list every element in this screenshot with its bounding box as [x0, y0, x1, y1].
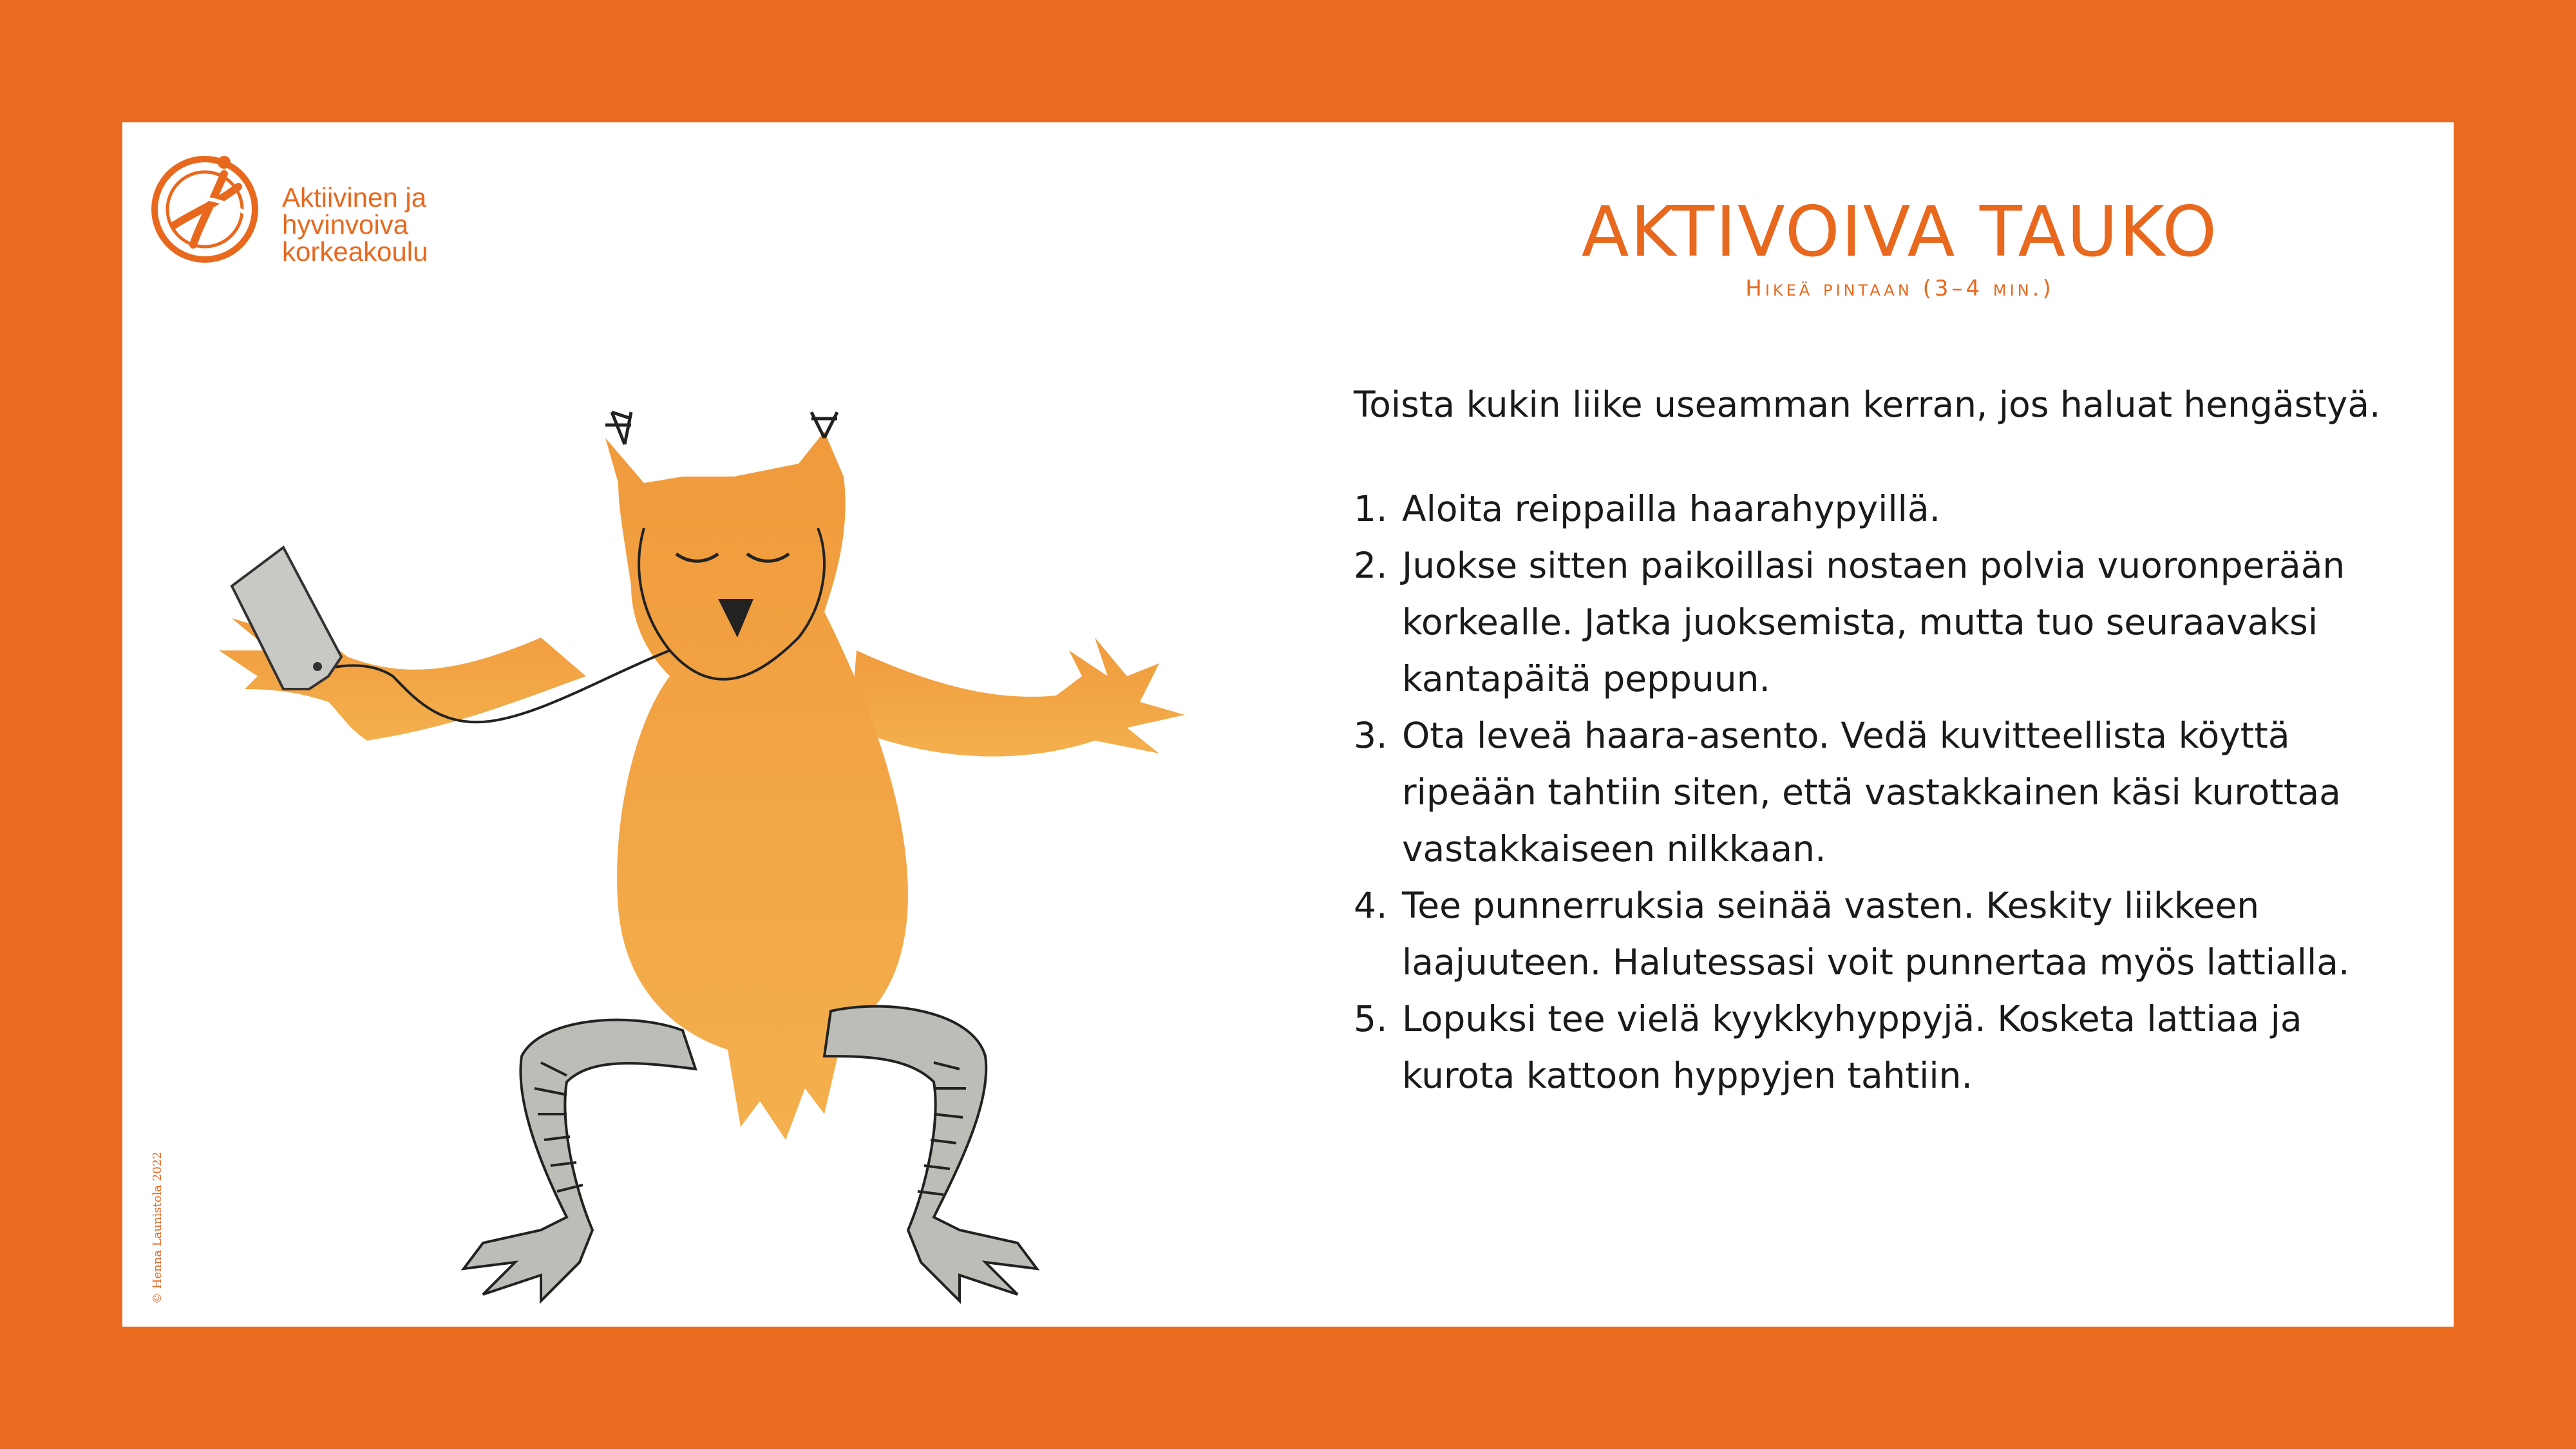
- step-text: Juokse sitten paikoillasi nostaen polvia vuoronperään korkealle. Jatka juoksemista, mutta tuo seuraavaksi kantapäitä peppuun.: [1402, 545, 2345, 699]
- brand-line-1: Aktiivinen ja: [282, 182, 427, 213]
- step-text: Lopuksi tee vielä kyykkyhyppyjä. Kosketa lattiaa ja kurota kattoon hyppyjen tahtiin.: [1402, 998, 2302, 1096]
- intro-text: Toista kukin liike useamman kerran, jos haluat hengästyä.: [1354, 384, 2381, 425]
- owl-illustration: [180, 316, 1275, 1320]
- owl-left-leg: [464, 1020, 696, 1301]
- list-item: [1354, 707, 2423, 877]
- step-number: 4.: [1354, 885, 1388, 926]
- step-number: 1.: [1354, 488, 1388, 529]
- running-figure-circle-icon: [148, 148, 264, 264]
- step-number: 3.: [1354, 715, 1388, 756]
- owl-right-wing: [850, 638, 1185, 757]
- exercise-steps: [1354, 480, 2423, 1104]
- step-number: 5.: [1354, 998, 1388, 1039]
- activity-card: [122, 122, 2454, 1327]
- list-item: [1354, 990, 2423, 1104]
- page-title: AKTIVOIVA TAUKO: [1581, 192, 2219, 272]
- copyright-text: © Henna Launistola 2022: [151, 1151, 164, 1304]
- brand-name: [282, 184, 428, 265]
- brand-logo: [148, 148, 428, 265]
- list-item: [1354, 877, 2423, 990]
- brand-line-3: korkeakoulu: [282, 236, 428, 267]
- list-item: [1354, 480, 2423, 537]
- step-text: Ota leveä haara-asento. Vedä kuvitteellista köyttä ripeään tahtiin siten, että vastakkainen käsi kurottaa vastakkaiseen nilkkaan.: [1402, 715, 2341, 869]
- step-text: Aloita reippailla haarahypyillä.: [1402, 488, 1941, 529]
- brand-line-2: hyvinvoiva: [282, 209, 409, 240]
- owl-left-tuft: [605, 412, 631, 444]
- owl-right-leg: [824, 1007, 1037, 1301]
- list-item: [1354, 537, 2423, 707]
- step-number: 2.: [1354, 545, 1388, 586]
- page-subtitle: Hikeä pintaan (3–4 min.): [1745, 276, 2054, 301]
- step-text: Tee punnerruksia seinää vasten. Keskity liikkeen laajuuteen. Halutessasi voit punnertaa myös lattialla.: [1402, 885, 2350, 983]
